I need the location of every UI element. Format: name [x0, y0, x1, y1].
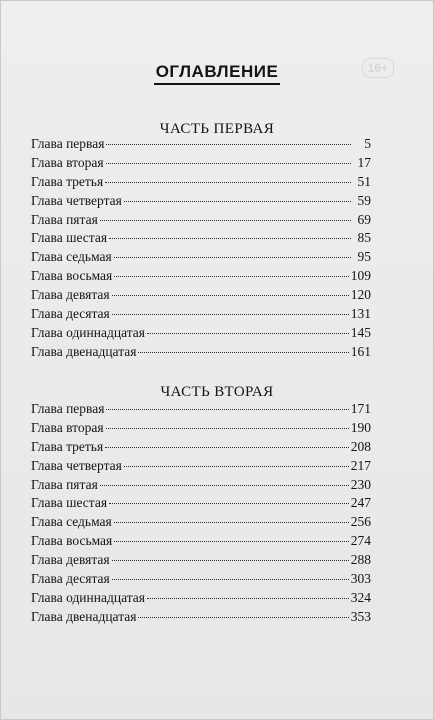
contents-heading-text: ОГЛАВЛЕНИЕ: [154, 62, 281, 85]
dot-leader: [114, 257, 351, 258]
toc-entry: [31, 458, 371, 477]
page-number: 247: [350, 495, 371, 511]
chapter-title: Глава пятая: [31, 211, 98, 227]
chapter-title: Глава седьмая: [31, 249, 112, 265]
toc-entry: [31, 571, 371, 590]
page-number: 95: [357, 249, 371, 265]
chapter-title: Глава третья: [31, 173, 104, 189]
page-number: 69: [357, 211, 371, 227]
page-number: 353: [350, 608, 371, 624]
toc-entry: [31, 420, 371, 439]
chapter-title: Глава одиннадцатая: [31, 589, 145, 605]
page-number: 109: [350, 268, 371, 284]
part-one-toc: [31, 136, 371, 363]
toc-entry: [31, 495, 371, 514]
chapter-title: Глава десятая: [31, 306, 110, 322]
chapter-title: Глава восьмая: [31, 533, 113, 549]
age-rating-badge-bleed: 16+: [362, 58, 394, 78]
dot-leader: [147, 598, 349, 599]
page-number: 120: [350, 287, 371, 303]
chapter-title: Глава десятая: [31, 571, 110, 587]
chapter-title: Глава девятая: [31, 287, 110, 303]
page-number: 190: [350, 419, 371, 435]
dot-leader: [100, 485, 349, 486]
dot-leader: [124, 201, 351, 202]
page-number: 171: [350, 401, 371, 416]
page-number: 51: [357, 173, 371, 189]
dot-leader: [124, 466, 349, 467]
part-two-title: ЧАСТЬ ВТОРАЯ: [160, 384, 274, 400]
page-number: 324: [350, 589, 371, 605]
chapter-title: Глава первая: [31, 136, 105, 151]
toc-entry: [31, 514, 371, 533]
chapter-title: Глава четвертая: [31, 457, 122, 473]
dot-leader: [114, 522, 349, 523]
page-number: 131: [350, 306, 371, 322]
toc-entry: [31, 401, 371, 420]
page-number: 217: [350, 457, 371, 473]
page-number: 303: [350, 571, 371, 587]
chapter-title: Глава вторая: [31, 419, 104, 435]
chapter-title: Глава седьмая: [31, 514, 112, 530]
chapter-title: Глава двенадцатая: [31, 343, 137, 359]
chapter-title: Глава четвертая: [31, 192, 122, 208]
toc-entry: [31, 155, 371, 174]
toc-entry: [31, 609, 371, 628]
dot-leader: [112, 295, 349, 296]
part-one-title: ЧАСТЬ ПЕРВАЯ: [159, 121, 275, 137]
toc-entry: [31, 533, 371, 552]
toc-entry: [31, 306, 371, 325]
page-number: 208: [350, 438, 371, 454]
chapter-title: Глава вторая: [31, 154, 104, 170]
dot-leader: [106, 144, 351, 145]
toc-entry: [31, 287, 371, 306]
toc-entry: [31, 439, 371, 458]
dot-leader: [114, 541, 348, 542]
page-number: 256: [350, 514, 371, 530]
dot-leader: [147, 333, 349, 334]
toc-entry: [31, 325, 371, 344]
dot-leader: [138, 617, 348, 618]
page-number: 145: [350, 324, 371, 340]
page-number: 85: [357, 230, 371, 246]
page-number: 274: [350, 533, 371, 549]
toc-entry: [31, 136, 371, 155]
chapter-title: Глава первая: [31, 401, 105, 416]
toc-entry: [31, 590, 371, 609]
chapter-title: Глава одиннадцатая: [31, 324, 145, 340]
dot-leader: [112, 314, 349, 315]
toc-entry: [31, 230, 371, 249]
page-number: 288: [350, 552, 371, 568]
dot-leader: [106, 428, 349, 429]
chapter-title: Глава пятая: [31, 476, 98, 492]
toc-entry: [31, 344, 371, 363]
dot-leader: [106, 409, 348, 410]
toc-entry: [31, 552, 371, 571]
chapter-title: Глава шестая: [31, 495, 108, 511]
part-two-toc: [31, 401, 371, 628]
dot-leader: [109, 503, 349, 504]
toc-entry: [31, 174, 371, 193]
toc-entry: [31, 249, 371, 268]
page-number: 59: [357, 192, 371, 208]
dot-leader: [138, 352, 348, 353]
page-number: 230: [350, 476, 371, 492]
contents-heading: [0, 62, 434, 85]
dot-leader: [112, 579, 349, 580]
dot-leader: [105, 447, 349, 448]
dot-leader: [100, 220, 351, 221]
chapter-title: Глава девятая: [31, 552, 110, 568]
toc-entry: [31, 268, 371, 287]
page-number: 161: [350, 343, 371, 359]
dot-leader: [105, 182, 351, 183]
chapter-title: Глава шестая: [31, 230, 108, 246]
dot-leader: [114, 276, 348, 277]
toc-entry: [31, 212, 371, 231]
dot-leader: [106, 163, 351, 164]
toc-entry: [31, 477, 371, 496]
page-number: 17: [357, 154, 371, 170]
dot-leader: [112, 560, 349, 561]
chapter-title: Глава двенадцатая: [31, 608, 137, 624]
chapter-title: Глава восьмая: [31, 268, 113, 284]
chapter-title: Глава третья: [31, 438, 104, 454]
dot-leader: [109, 238, 351, 239]
toc-entry: [31, 193, 371, 212]
page-number: 5: [364, 136, 371, 151]
